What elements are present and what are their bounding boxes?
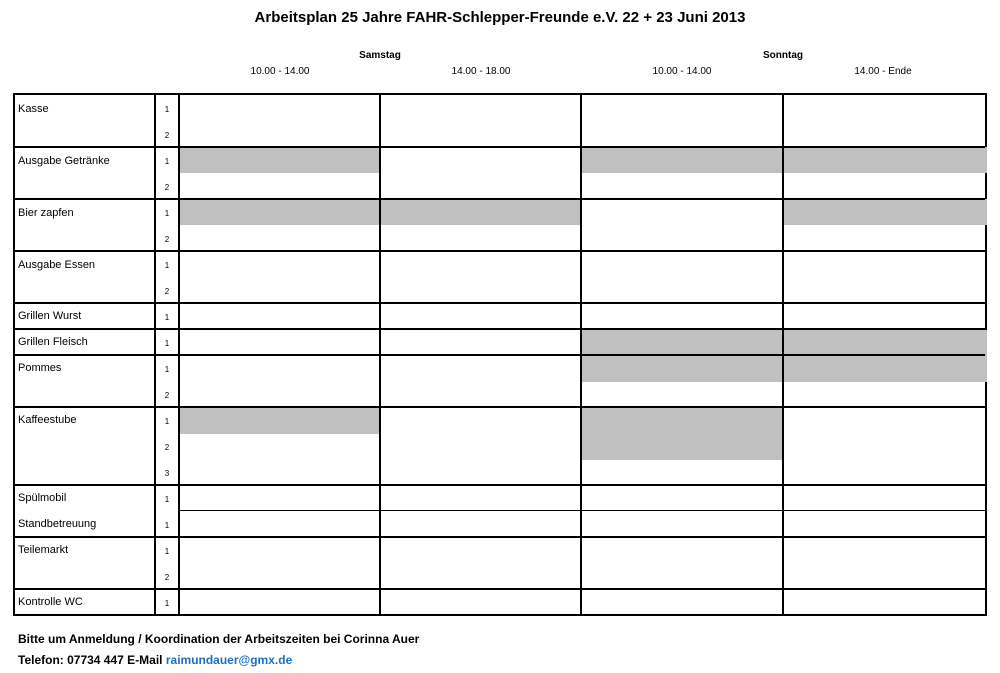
task-label: Ausgabe Getränke	[18, 155, 110, 167]
shaded-cell	[784, 330, 987, 356]
row-divider	[15, 484, 985, 486]
task-label: Kontrolle WC	[18, 596, 83, 608]
contact-note: Bitte um Anmeldung / Koordination der Arbeitszeiten bei Corinna Auer	[18, 632, 420, 646]
slot-header-sun-2: 14.00 - Ende	[854, 66, 912, 77]
task-label: Bier zapfen	[18, 207, 74, 219]
task-label: Grillen Wurst	[18, 310, 82, 322]
task-label: Teilemarkt	[18, 544, 69, 556]
row-divider	[15, 198, 985, 200]
task-label: Standbetreuung	[18, 518, 97, 530]
slot-number: 1	[164, 365, 170, 374]
task-label: Ausgabe Essen	[18, 259, 96, 271]
slot-number: 3	[164, 469, 170, 478]
slot-number: 2	[164, 443, 170, 452]
slot-number: 2	[164, 183, 170, 192]
slot-header-sun-1: 10.00 - 14.00	[652, 66, 712, 77]
row-divider	[15, 328, 985, 330]
email-link[interactable]: raimundauer@gmx.de	[165, 653, 293, 667]
slot-number: 1	[164, 521, 170, 530]
page-title: Arbeitsplan 25 Jahre FAHR-Schlepper-Freunde e.V. 22 + 23 Juni 2013	[254, 9, 746, 26]
slot-number: 1	[164, 105, 170, 114]
slot-number: 1	[164, 417, 170, 426]
row-divider	[15, 536, 985, 538]
shaded-cell	[582, 147, 782, 173]
slot-number: 1	[164, 313, 170, 322]
task-label: Spülmobil	[18, 492, 67, 504]
shaded-cell	[582, 330, 782, 356]
shaded-cell	[582, 408, 782, 460]
shaded-cell	[381, 199, 581, 225]
slot-number: 2	[164, 287, 170, 296]
task-label: Kaffeestube	[18, 414, 77, 426]
task-label: Pommes	[18, 362, 62, 374]
day-header-saturday: Samstag	[359, 50, 401, 61]
row-divider	[15, 250, 985, 252]
slot-number: 2	[164, 573, 170, 582]
slot-number: 1	[164, 339, 170, 348]
shaded-cell	[180, 147, 380, 173]
shaded-cell	[784, 199, 987, 225]
slot-number: 2	[164, 235, 170, 244]
row-divider	[15, 354, 985, 356]
slot-header-sat-2: 14.00 - 18.00	[451, 66, 511, 77]
task-label: Kasse	[18, 103, 49, 115]
day-header-sunday: Sonntag	[763, 50, 803, 61]
shaded-cell	[180, 199, 380, 225]
slot-number: 1	[164, 599, 170, 608]
contact-details	[18, 653, 292, 667]
shaded-cell	[582, 356, 782, 382]
row-divider	[15, 146, 985, 148]
work-schedule-table	[13, 93, 987, 616]
task-label: Grillen Fleisch	[18, 336, 88, 348]
row-divider	[15, 588, 985, 590]
phone-text: Telefon: 07734 447 E-Mail	[18, 653, 166, 667]
shaded-cell	[784, 147, 987, 173]
slot-number: 1	[164, 261, 170, 270]
slot-number: 1	[164, 547, 170, 556]
slot-header-sat-1: 10.00 - 14.00	[250, 66, 310, 77]
slot-number: 1	[164, 157, 170, 166]
slot-number: 2	[164, 131, 170, 140]
row-divider	[178, 510, 985, 511]
shaded-cell	[180, 408, 380, 434]
shaded-cell	[784, 356, 987, 382]
row-divider	[15, 406, 985, 408]
row-divider	[15, 302, 985, 304]
slot-number: 1	[164, 209, 170, 218]
slot-number: 2	[164, 391, 170, 400]
slot-number: 1	[164, 495, 170, 504]
